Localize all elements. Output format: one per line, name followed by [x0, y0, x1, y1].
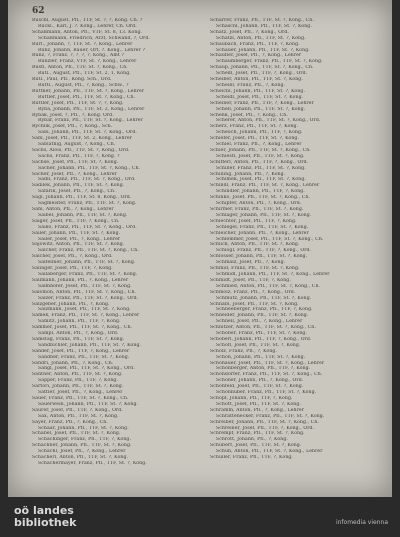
directory-entry: Schifferl, Anton, Pfl., TTF, ?, Kong., Ord. [210, 159, 309, 165]
directory-entry: Schaubach, Franz, Pfl., TTF, ?, Kong. [210, 41, 300, 47]
directory-entry: Schatzl, Anton, Pfl., TTF, St. ?, Kong. [216, 35, 306, 41]
directory-entry: Schönhuber, Franz, Pfl., TTF, St. ?, Kong. [216, 390, 317, 396]
directory-entry: Schindl, Franz, Pfl., TTF, St. ?, Kong., Lehrer [210, 183, 320, 189]
directory-entry: Schnitzer, Anton, Pfl., TTF, St. ?, Kong., Ch. [210, 325, 316, 331]
directory-entry: Sadil, Franz, Pfl., TTF, St. ?, Kong., Ord. [38, 177, 136, 183]
directory-entry: Schuh, Anton, Pfl., TTF, St. ?, Kong., Lehrer [216, 449, 323, 455]
directory-entry: Schauer, Johann, Pfl., TTF, St. ?, Kong. [216, 47, 310, 53]
directory-entry: Schedl, Josef, Pfl., TTF, ?, Kong., Ord. [216, 71, 308, 77]
directory-entry: Sander, Josef, Pfl., TTF, ?, Kong., Lehrer [32, 348, 130, 354]
directory-entry: Ryba, Johann, Pfl., TTF, St. 2, Kong., Lehrer [38, 106, 145, 112]
directory-entry: Sachs, Alois, Pfl., TTF, St. ?, Kong., Ord. [32, 147, 130, 153]
directory-entry: Rückl., Karl, J. ?. Kong., Lehrer, Ch. Ord. [38, 23, 137, 29]
directory-entry: Schrott, Johann, Pfl., ?, Kong. [216, 437, 288, 443]
directory-entry: Schober, Franz, Pfl., TTF, St. ?, Kong. [216, 331, 308, 337]
directory-entry: Saibel, Johann, Pfl., TTF, St. ?, Kong. [38, 212, 128, 218]
directory-entry: Rüttler, Josef, Pfl., TTF, St. ?, ?, Kong. [32, 100, 124, 106]
directory-entry: Scheibl, Franz, Pfl., ?, Kong. [216, 82, 286, 88]
directory-entry: Sachse, Josef, Pfl., TTF, St. ?, Kong. [32, 159, 119, 165]
directory-entry: Sangl, Josef, Pfl., TTF, St. ?, Kong., Ord. [38, 366, 135, 372]
directory-entry: Schiestl, Josef, Pfl., TTF, St. ?, Kong. [216, 153, 305, 159]
directory-entry: Schmidl, Johann, Pfl., TTF, St. ?, Kong., Lehrer [216, 271, 330, 277]
directory-entry: Salinger, Josef, Pfl., TTF, ?, Kong. [32, 266, 113, 272]
directory-entry: Rüttner, Johann, Pfl., TTF, St. ?, Kong., Lehrer [32, 88, 145, 94]
directory-entry: Schön, Johann, Pfl., TTF, St. ?, Kong. [216, 354, 306, 360]
directory-entry: Rüttl., August, Pfl., ?, Kong., Schw., ? [38, 82, 129, 88]
directory-entry: Sayer, Franz, Pfl., ?, Kong., Ch. [32, 419, 108, 425]
directory-entry: Schmied, Anton, Pfl., TTF, St. ?, Kong., Ch. [216, 283, 321, 289]
directory-entry: Samek, Franz, Pfl., TTF, St. ?, Kong., Lehrer [32, 313, 140, 319]
directory-entry: Rüstl, Anton, Pfl., TTF, St. ?, Kong., Ch. [32, 65, 128, 71]
directory-entry: Schönauer, Josef, Pfl., TTF, St. ?, Kong., Lehrer [210, 360, 325, 366]
directory-entry: Salfellner, Johann, Pfl., TTF, St. ?, Kong. [38, 260, 136, 266]
directory-entry: Schaar, Johann, Pfl., TTF, St. ?, Kong. [38, 425, 129, 431]
directory-entry: Schmölz, Franz, Pfl., ?, Kong., Ord. [210, 289, 296, 295]
directory-entry: Schlögl, Franz, Pfl., TTF, ?, Kong., Ord. [216, 248, 312, 254]
directory-entry: Scherer, Anton, Pfl., TTF, St. ?, Kong., Ord. [216, 118, 321, 124]
logo-line-2: bibliothek [14, 516, 77, 529]
directory-entry: Sagmeister, Franz, Pfl., TTF, St. ?, Kong. [38, 201, 137, 207]
directory-entry: Schreiber, Johann, Pfl., TTF, St. ?, Kong., Ch. [210, 419, 320, 425]
directory-entry: Schenk, Josef, Pfl., ?, Kong., Ch. [210, 112, 288, 118]
directory-entry: Sacher, Johann, Pfl., TTF, St. ?, Kong., Ch. [38, 165, 141, 171]
directory-entry: Schramm, Anton, Pfl., ?, Kong., Lehrer [210, 407, 305, 413]
directory-entry: Sattler, Josef, Pfl., ?, Kong., Lehrer [38, 390, 123, 396]
directory-entry: Schöpf, Johann, Pfl., TTF, ?, Kong. [210, 396, 293, 401]
directory-entry: Saiko, Franz, Pfl., TTF, St. ?, Kong., Ord. [38, 224, 137, 230]
directory-entry: Schlick, Anton, Pfl., TTF, St. ?, Kong. [210, 242, 300, 248]
directory-entry: Samitz, Johann, Pfl., TTF, ?, Kong. [38, 319, 121, 325]
directory-entry: Saiger, Josef, Pfl., TTF, ?, Kong., Ch. [32, 218, 120, 224]
directory-entry: Sauer, Franz, Pfl., TTF, St. ?, Kong., Ch. [32, 396, 129, 401]
directory-entry: Schmidt, Josef, Pfl., TTF, ?, Kong. [210, 277, 291, 283]
directory-entry: Schmid, Franz, Pfl., TTF, St. ?, Kong. [210, 266, 300, 272]
directory-entry: Salcher, Franz, Pfl., TTF, St. ?, Kong., Ch. [38, 248, 139, 254]
directory-entry: Schell, Johann, Pfl., TTF, St. ?, Kong. [216, 106, 306, 112]
directory-entry: Rünz, ?, Franz, ?, ?, ?, ?, Kong., Amt ? [32, 53, 124, 59]
directory-entry: Schlemmer, Josef, Pfl., TTF, St. ?, Kong., Ch. [216, 236, 324, 242]
directory-entry: Salmhofer, Josef, Pfl., TTF, St. ?, Kong. [38, 283, 132, 289]
directory-entry: Schreiner, Josef, Pfl., TTF, ?, Kong., Ord. [216, 425, 315, 431]
directory-entry: Sapper, Franz, Pfl., TTF, ?, Kong. [38, 378, 118, 384]
directory-entry: Schöberl, Johann, Pfl., TTF, ?, Kong., Ord. [210, 336, 312, 342]
directory-entry: Rürl., Johann, ?, TTF, St. ?, Kong., Lehrer [32, 41, 133, 47]
directory-entry: Scherz, Franz, Pfl., TTF, St. ?, Kong. [210, 124, 299, 130]
directory-entry: Sauerwein, Johann, Pfl., TTF, St. ?, Kong. [38, 401, 139, 407]
directory-entry: Schnabl, Josef, Pfl., TTF, St. ?, Kong. [210, 301, 299, 307]
right-column [210, 18, 382, 461]
directory-entry: Schiefer, Josef, Pfl., TTF, St. ?, Kong. [210, 136, 300, 142]
directory-entry: Schnell, Josef, Pfl., ?, Kong., Lehrer [216, 319, 303, 325]
directory-entry: Schneeberger, Franz, Pfl., TTF, ?, Kong. [216, 307, 313, 313]
directory-entry: Sandri, Johann, Pfl., ?, Kong., Ch. [32, 360, 114, 366]
directory-entry: Schöndorfer, Franz, Pfl., TTF, St. ?, Kong., Ch. [210, 372, 323, 378]
page-number: 62 [32, 6, 45, 16]
directory-entry: Schöner, Johann, Pfl., ?, Kong., Ord. [216, 378, 304, 384]
directory-entry: Schaufler, Josef, Pfl., ?, Kong., Lehrer [210, 53, 302, 59]
directory-entry: Scholz, Franz, Pfl., ?, Kong. [210, 348, 278, 354]
directory-entry: Schlegel, Franz, Pfl., TTF, St. ?, Kong. [216, 224, 309, 230]
directory-entry: Scheidl, Josef, Pfl., TTF, St. ?, Kong. [216, 94, 304, 100]
directory-entry: Saurer, Josef, Pfl., TTF, ?, Kong., Ord. [32, 407, 123, 413]
directory-entry: Rünz, Johann, Bauer, Ort, ?. Kong., Lehrer ? [38, 47, 145, 53]
directory-entry: Schachner, Johann, Pfl., TTF, St. ?, Kong. [32, 443, 132, 449]
directory-entry: Schindler, Johann, Pfl., TTF, ?, Kong. [216, 189, 305, 195]
directory-entry: Schmalz, Josef, Pfl., ?, Kong. [216, 260, 286, 266]
directory-entry: Safarik, Josef, Pfl., ?, Kong., Ch. [38, 189, 116, 195]
directory-entry: Rütl., August, Pfl., TTF, St. 2, 1, Kong. [38, 71, 131, 77]
directory-entry: Schlosser, Johann, Pfl., TTF, St. ?, Kong. [210, 254, 308, 260]
logo-line-1: oö landes [14, 504, 74, 517]
directory-entry: Rüschl, August, Pfl., TTF, St. ?, ?, Kong. Ch. ? [32, 18, 143, 23]
scanned-page [8, 0, 392, 497]
directory-entry: Schiller, Franz, Pfl., TTF, St. ?, Kong. [216, 165, 306, 171]
directory-entry: Samstag, Franz, Pfl., TTF, St. ?, Kong. [32, 336, 125, 342]
directory-entry: Scheiner, Franz, Pfl., TTF, ?, Kong., Lehrer [210, 100, 314, 106]
directory-entry: Schacherl, Anton, Pfl., TTF, St. ?, Kong. [32, 455, 129, 461]
directory-entry: Schier, Johann, Pfl., TTF, St. ?, Kong., Ch. [210, 147, 311, 153]
directory-entry: Schirmer, Franz, Pfl., TTF, St. ?, Kong. [210, 207, 304, 212]
directory-entry: Sahl, Anton, Pfl., ?, Kong., Lehrer [32, 207, 114, 212]
directory-entry: Schrattenecker, Franz, Pfl., TTF, St. ?, Kong. [216, 413, 325, 419]
directory-entry: Rychlik, Josef, Pfl., ?, Kong., Sch. [32, 124, 113, 130]
directory-entry: Rybak, Josef, ?, Pfl., ?, Kong. Ord. [32, 112, 114, 118]
directory-entry: Sampl, Anton, Pfl., ?, Kong., Ord. [38, 331, 119, 337]
directory-entry: Sabl, Josef, Pfl., TTF, St. 2, Kong., Lehrer [32, 136, 132, 142]
directory-entry: Schlager, Johann, Pfl., TTF, St. ?, Kong. [216, 212, 312, 218]
directory-entry: Schäßmann, Anton, Pfl., VTF, St. 8, 13. Kong. [32, 29, 143, 35]
directory-entry: Schuller, Franz, Pfl., TTF, ?, Kong. [210, 455, 293, 461]
directory-entry: Schaumberger, Franz, Pfl., TTF, St. ?, Kong. [216, 59, 323, 65]
directory-entry: Schönfeld, Josef, Pfl., TTF, St. ?, Kong. [210, 384, 304, 390]
directory-entry: Sajowitz, Anton, Pfl., TTF, St. ?, Kong. [32, 242, 125, 248]
directory-entry: Schaup, Johann, Pfl., TTF, St. ?, Kong., Ch. [210, 65, 314, 71]
directory-entry: Rüttler, Josef, Pfl., TTF, St. ?, Kong., Ch. [38, 94, 136, 100]
directory-entry: Sagl, Johann, Pfl., TTF, St. 8, Kong., Ord. [32, 195, 132, 201]
directory-entry: Schott, Josef, Pfl., TTF, St. ?, Kong. [216, 401, 301, 407]
directory-entry: Sandbichler, Johann, Pfl., TTF, St. ?, Kong. [38, 342, 142, 348]
directory-entry: Scheichl, Johann, Pfl., TTF, St. ?, Kong. [210, 88, 306, 94]
directory-entry: Sablatnig, August, ?, Kong., Ch. [38, 142, 116, 148]
directory-entry: Schachermayer, Franz, Pfl., TTF, St. ?, Kong. [38, 460, 147, 466]
directory-entry: Schinko, Josef, Pfl., TTF, St. ?, Kong., Ch. [210, 195, 310, 201]
directory-entry: Sax, Anton, Pfl., TTF, St. ?, Kong. [38, 413, 119, 419]
directory-entry: Scheiber, Anton, Pfl., TTF, St. ?, Kong. [210, 77, 303, 83]
directory-entry: Sandner, Franz, Pfl., TTF, St. ?, Kong. [38, 354, 130, 360]
directory-entry: Rütl., Paul, Pfl., Kong. Sch., Ord. [32, 77, 112, 83]
directory-entry: Sachs, Franz, Pfl., TTF, ?, Kong. ? [38, 153, 120, 159]
directory-entry: Rünzler, Franz, VTF, St. ?, Kong., Lehrer [38, 59, 137, 65]
directory-entry: Salzmann, Josef, Pfl., TTF, St. ?, Kong. [38, 307, 131, 313]
directory-entry: Schlechter, Josef, Pfl., TTF, ?, Kong. [210, 218, 297, 224]
directory-entry: Sacher, Josef, Pfl., ?, Kong., Lehrer [32, 171, 117, 177]
directory-entry: Sammer, Josef, Pfl., TTF, St. ?, Kong., Ch. [32, 325, 133, 331]
directory-entry: Sabl, Johann, Pfl., TTF, St. ?, Kong., Ord. [38, 130, 137, 136]
directory-entry: Schaschl, Johann, Pfl., TTF, St. ?, Kong. [216, 23, 312, 29]
directory-entry: Schneider, Johann, Pfl., TTF, St. ?, Kong. [210, 313, 309, 319]
credit-text: infomedia vienna [335, 519, 388, 526]
directory-entry: Salzer, Franz, Pfl., TTF, St. ?, Kong., Ord. [38, 295, 139, 301]
directory-entry: Rybar, Franz, Pfl., TTF, St. ?, Kong., Lehrer [38, 118, 143, 124]
directory-entry: Sartori, Johann, Pfl., TTF, St. ?, Kong. [32, 384, 124, 390]
directory-entry: Salcher, Josef, Pfl., ?, Kong., Ord. [32, 254, 113, 260]
directory-entry: Salomon, Anton, Pfl., TTF, St. ?, Kong., Ch. [32, 289, 137, 295]
directory-entry: Sallmann, Johann, Pfl., ?, Kong., Lehrer [32, 277, 129, 283]
directory-entry: Santner, Anton, Pfl., TTF, St. ?, Kong. [32, 372, 123, 378]
directory-entry: Schöfl, Josef, Pfl., TTF, St. ?, Kong. [216, 342, 301, 348]
directory-entry: Schipfer, Anton, Pfl., ?, Kong., Ord. [216, 201, 302, 207]
footer-bar [0, 497, 400, 537]
directory-entry: Salzgeber, Johann, Pfl., ?, Kong. [32, 301, 110, 307]
library-logo [14, 505, 76, 529]
directory-entry: Schachl, Josef, Pfl., ?, Kong., Lehrer [38, 449, 126, 455]
directory-entry: Scheuch, Johann, Pfl., TTF, ?, Kong. [216, 130, 303, 136]
directory-entry: Schabel, Josef, Pfl., TTF, St. ?, Kong. [32, 431, 121, 437]
directory-entry: Schiel, Franz, Pfl., ?, Kong., Lehrer [216, 142, 302, 148]
directory-entry: Schubert, Josef, Pfl., TTF, St. ?, Kong. [210, 443, 302, 449]
directory-entry: Schachinger, Franz, Pfl., TTF, ?, Kong. [38, 437, 132, 443]
directory-entry: Schilling, Johann, Pfl., ?, Kong. [210, 171, 286, 177]
directory-entry: Sadilek, Johann, Pfl., TTF, St. ?, Kong. [32, 183, 125, 189]
directory-entry: Scharrer, Franz, Pfl., TTF, St. ?, Kong., Ch. [210, 18, 314, 23]
directory-entry: Sallaberger, Franz, Pfl., TTF, St. ?, Kong. [38, 271, 138, 277]
directory-entry: Schatz, Josef, Pfl., ?, Kong., Ord. [210, 29, 289, 35]
directory-entry: Sailer, Johann, Pfl., TTF, St. ?, Kong. [32, 230, 121, 236]
directory-entry: Schäßmann, Friedrich, Arzt, Schwand, ?, Ord. [38, 35, 151, 41]
directory-entry: Schimek, Josef, Pfl., TTF, St. ?, Kong. [216, 177, 306, 183]
directory-entry: Sailer, Josef, Pfl., ?, Kong., Lehrer [38, 236, 121, 242]
directory-entry: Schmutz, Johann, Pfl., TTF, St. ?, Kong. [216, 295, 312, 301]
directory-entry: Schönberger, Anton, Pfl., TTF, ?, Kong. [216, 366, 311, 372]
left-column [32, 18, 204, 467]
directory-entry: Schrempf, Franz, Pfl., TTF, St. ?, Kong. [210, 431, 305, 437]
directory-entry: Schleicher, Johann, Pfl., ?, Kong., Lehrer [210, 230, 309, 236]
